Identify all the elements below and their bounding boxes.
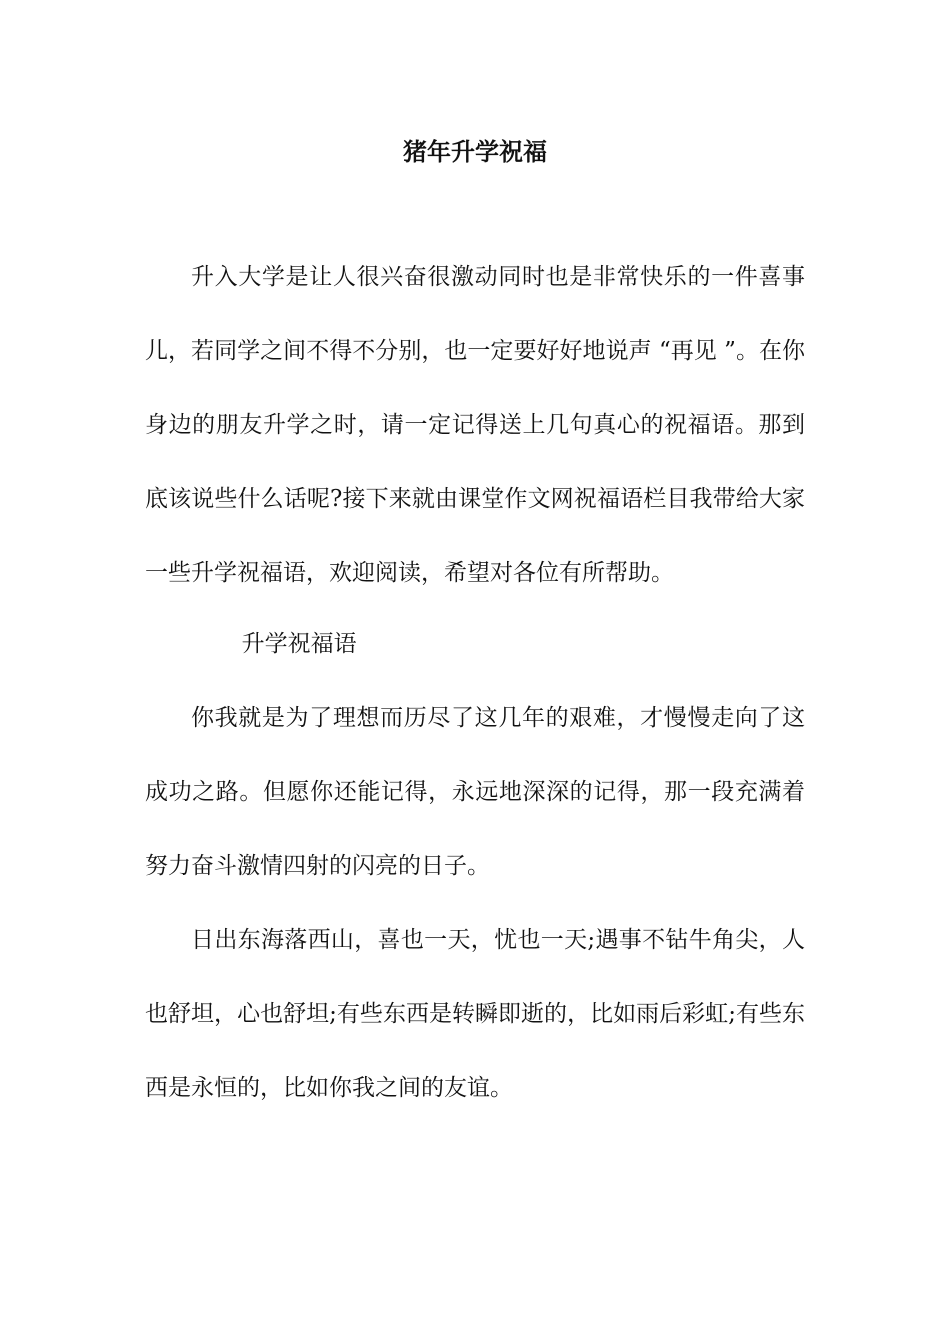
document-body [145, 258, 805, 1125]
blessing-paragraph-1: 你我就是为了理想而历尽了这几年的艰难，才慢慢走向了这成功之路。但愿你还能记得，永远地深深的记得，那一段充满着努力奋斗激情四射的闪亮的日子。 [145, 705, 805, 879]
document-title: 猪年升学祝福 [403, 137, 547, 166]
blessing-paragraph-2: 日出东海落西山，喜也一天，忧也一天;遇事不钻牛角尖，人也舒坦，心也舒坦;有些东西是转瞬即逝的，比如雨后彩虹;有些东西是永恒的，比如你我之间的友谊。 [145, 927, 805, 1101]
section-heading: 升学祝福语 [241, 631, 357, 657]
intro-paragraph: 升入大学是让人很兴奋很激动同时也是非常快乐的一件喜事儿，若同学之间不得不分别，也一定要好好地说声 “再见 ”。在你身边的朋友升学之时，请一定记得送上几句真心的祝福语。那到底该说些什么话呢?接下来就由课堂作文网祝福语栏目我带给大家一些升学祝福语，欢迎阅读，希望对各位有所帮助。 [145, 264, 805, 586]
